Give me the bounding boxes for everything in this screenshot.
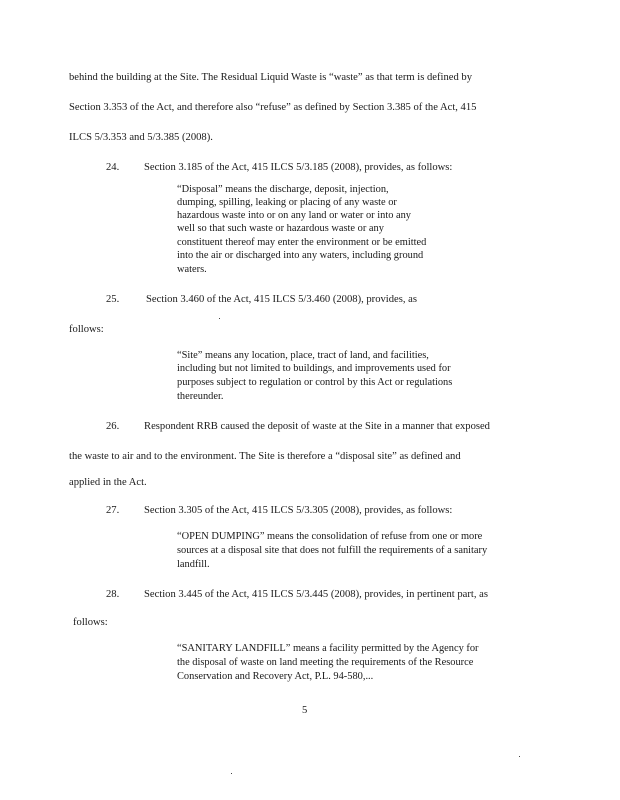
para-24-quote-line-3: hazardous waste into or on any land or water or into any (177, 210, 412, 221)
para-28-quote-line-2: the disposal of waste on land meeting the requirements of the Resource (177, 657, 474, 668)
para-28-number: 28. (106, 589, 120, 600)
para-27-quote-line-1: “OPEN DUMPING” means the consolidation of refuse from one or more (177, 531, 483, 542)
para-24-number: 24. (106, 162, 120, 173)
para-24-quote-line-6: into the air or discharged into any waters, including ground (177, 250, 424, 261)
scan-speck (231, 773, 232, 774)
para-28-continuation: follows: (73, 617, 108, 628)
para-26-line-3: applied in the Act. (69, 477, 147, 488)
para-26-text: Respondent RRB caused the deposit of waste at the Site in a manner that exposed (144, 421, 490, 432)
para-26-line-2: the waste to air and to the environment. The Site is therefore a “disposal site” as defined and (69, 451, 461, 462)
page-number: 5 (302, 705, 308, 716)
para-25-number: 25. (106, 294, 120, 305)
para-28-quote-line-3: Conservation and Recovery Act, P.L. 94-580,... (177, 671, 374, 682)
para-25-quote-line-3: purposes subject to regulation or control by this Act or regulations (177, 377, 453, 388)
scan-speck (519, 756, 520, 757)
scan-speck (219, 318, 220, 319)
para-26-number: 26. (106, 421, 120, 432)
para-24-text: Section 3.185 of the Act, 415 ILCS 5/3.185 (2008), provides, as follows: (144, 162, 453, 173)
para-28-quote-line-1: “SANITARY LANDFILL” means a facility permitted by the Agency for (177, 643, 479, 654)
para-25-continuation: follows: (69, 324, 104, 335)
para-27-quote-line-2: sources at a disposal site that does not fulfill the requirements of a sanitary (177, 545, 488, 556)
para-24-quote-line-7: waters. (177, 264, 207, 275)
para-27-text: Section 3.305 of the Act, 415 ILCS 5/3.305 (2008), provides, as follows: (144, 505, 453, 516)
para-25-quote-line-2: including but not limited to buildings, and improvements used for (177, 363, 451, 374)
para-24-quote-line-2: dumping, spilling, leaking or placing of any waste or (177, 197, 397, 208)
intro-line-3: ILCS 5/3.353 and 5/3.385 (2008). (69, 132, 213, 143)
intro-line-2: Section 3.353 of the Act, and therefore also “refuse” as defined by Section 3.385 of the Act, 415 (69, 102, 477, 113)
para-25-text: Section 3.460 of the Act, 415 ILCS 5/3.460 (2008), provides, as (146, 294, 417, 305)
para-28-text: Section 3.445 of the Act, 415 ILCS 5/3.445 (2008), provides, in pertinent part, as (144, 589, 488, 600)
para-25-quote-line-1: “Site” means any location, place, tract of land, and facilities, (177, 350, 429, 361)
para-27-number: 27. (106, 505, 120, 516)
para-24-quote-line-5: constituent thereof may enter the environment or be emitted (177, 237, 427, 248)
para-24-quote-line-4: well so that such waste or hazardous waste or any (177, 223, 384, 234)
para-27-quote-line-3: landfill. (177, 559, 210, 570)
intro-line-1: behind the building at the Site. The Residual Liquid Waste is “waste” as that term is defined by (69, 72, 472, 83)
para-24-quote-line-1: “Disposal” means the discharge, deposit, injection, (177, 184, 389, 195)
para-25-quote-line-4: thereunder. (177, 391, 224, 402)
